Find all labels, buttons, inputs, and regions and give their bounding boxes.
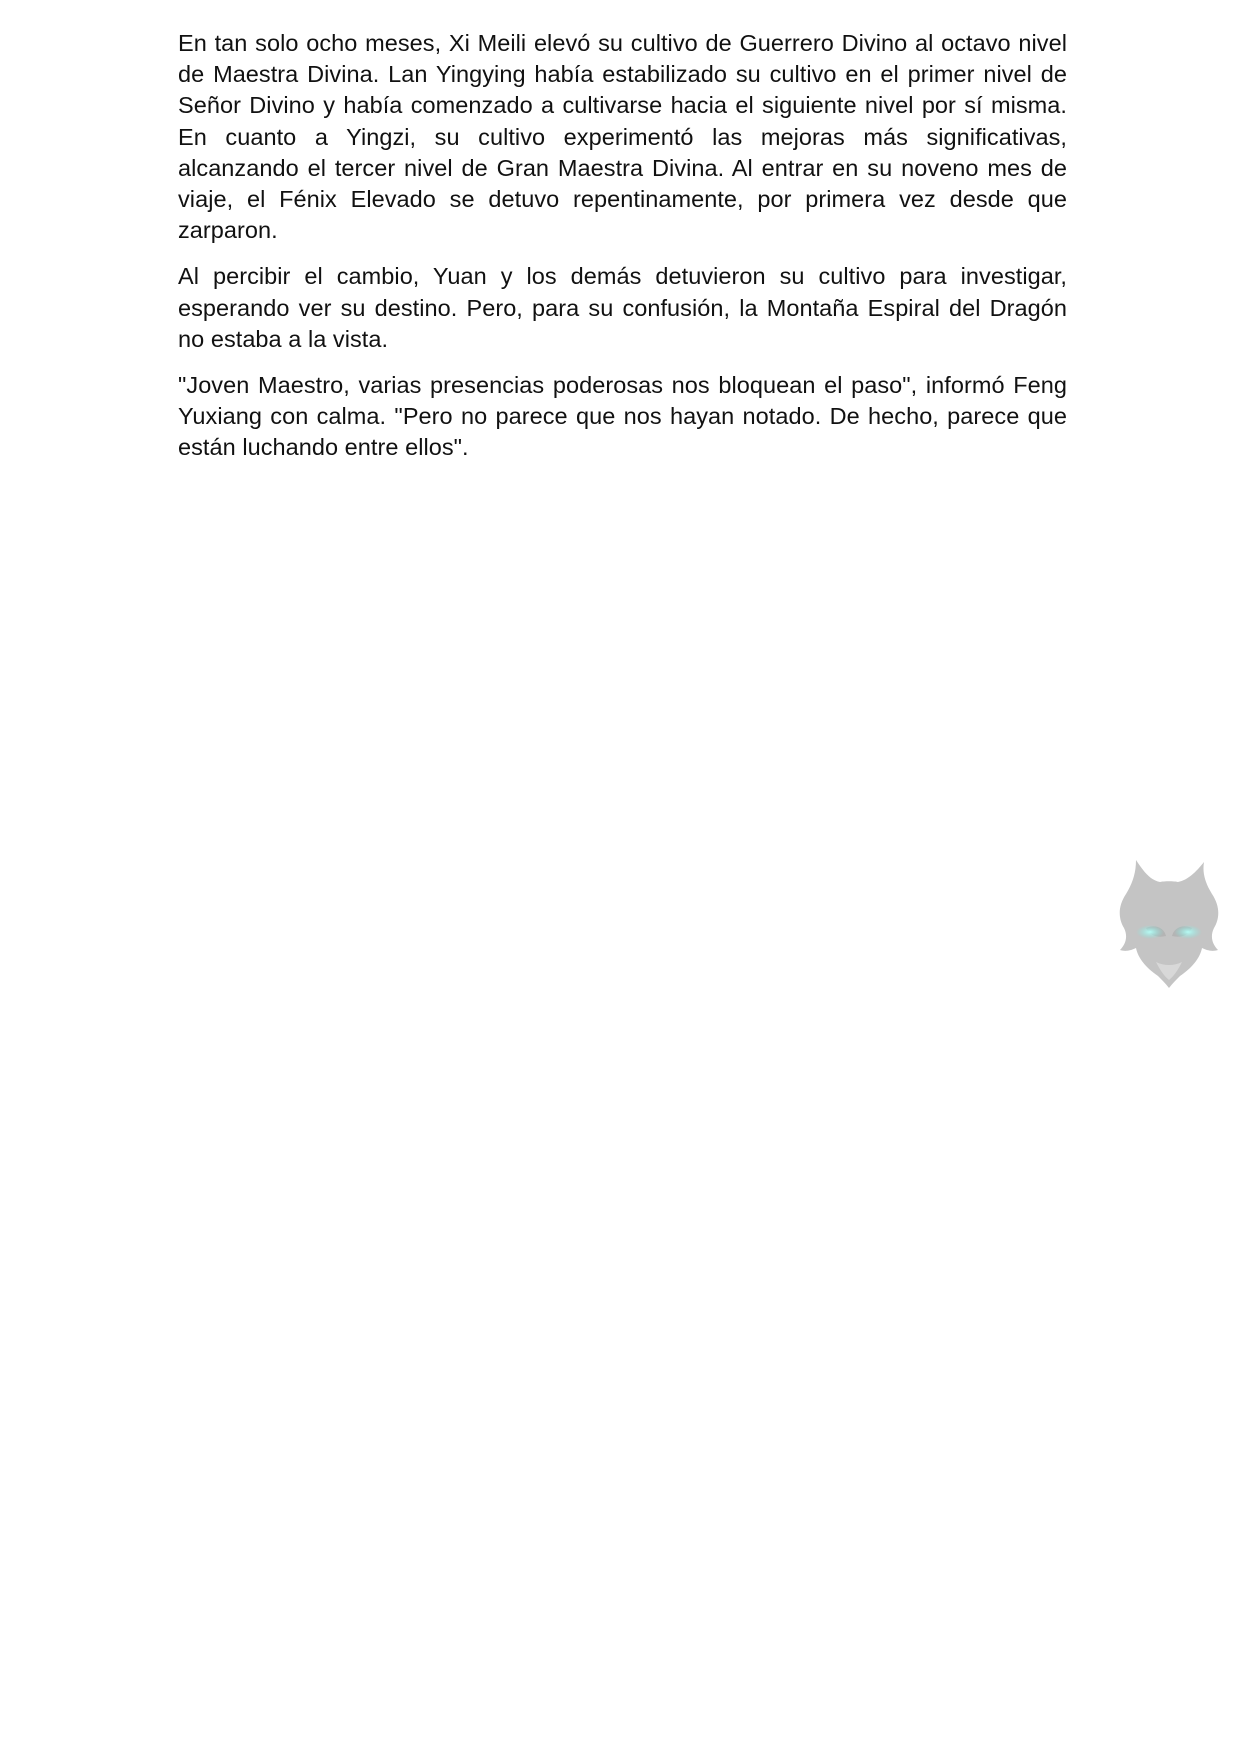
- paragraph-1: En tan solo ocho meses, Xi Meili elevó su cultivo de Guerrero Divino al octavo nivel de Maestra Divina. Lan Yingying había estabilizado su cultivo en el primer nivel de Señor Divino y había comenzado a cultivarse hacia el siguiente nivel por sí misma. En cuanto a Yingzi, su cultivo experimentó las mejoras más significativas, alcanzando el tercer nivel de Gran Maestra Divina. Al entrar en su noveno mes de viaje, el Fénix Elevado se detuvo repentinamente, por primera vez desde que zarparon.: [178, 30, 1067, 244]
- paragraph-2: Al percibir el cambio, Yuan y los demás detuvieron su cultivo para investigar, esperando ver su destino. Pero, para su confusión, la Montaña Espiral del Dragón no estaba a la vista.: [178, 263, 1067, 352]
- paragraph-3: "Joven Maestro, varias presencias poderosas nos bloquean el paso", informó Feng Yuxiang con calma. "Pero no parece que nos hayan notado. De hecho, parece que están luchando entre ellos".: [178, 372, 1067, 461]
- text-body: [178, 28, 1067, 479]
- demon-head-icon: [1116, 858, 1222, 990]
